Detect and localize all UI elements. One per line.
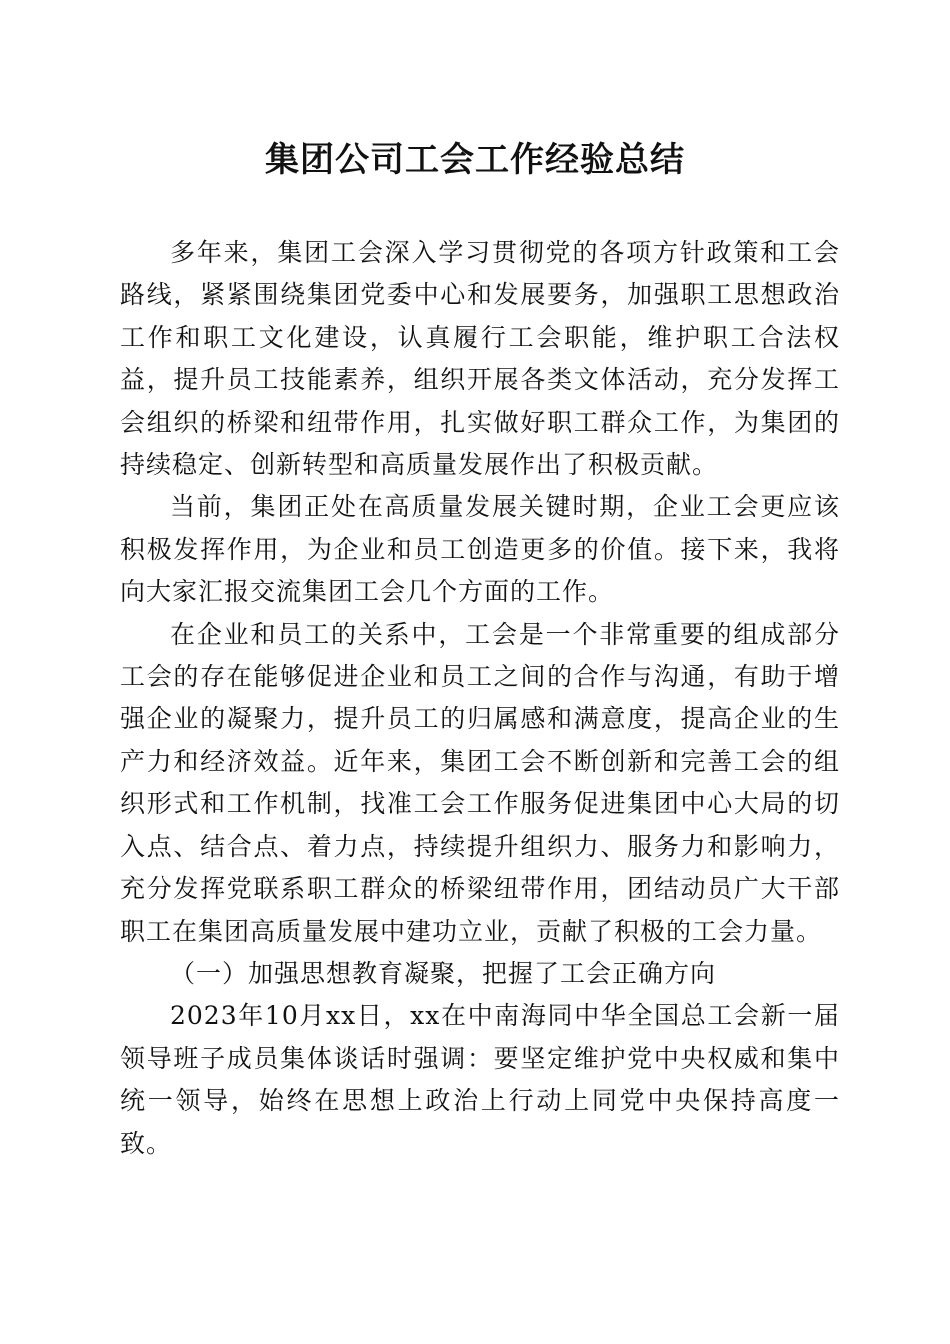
section-paragraph: 2023年10月xx日，xx在中南海同中华全国总工会新一届领导班子成员集体谈话时强调：要坚定维护党中央权威和集中统一领导，始终在思想上政治上行动上同党中央保持高度一致。 [120,1001,840,1158]
document-title: 集团公司工会工作经验总结 [265,140,685,180]
document-body [120,232,840,1165]
paragraph-intro: 多年来，集团工会深入学习贯彻党的各项方针政策和工会路线，紧紧围绕集团党委中心和发展要务，加强职工思想政治工作和职工文化建设，认真履行工会职能，维护职工合法权益，提升员工技能素养，组织开展各类文体活动，充分发挥工会组织的桥梁和纽带作用，扎实做好职工群众工作，为集团的持续稳定、创新转型和高质量发展作出了积极贡献。 [120,238,840,480]
paragraph-current-period: 当前，集团正处在高质量发展关键时期，企业工会更应该积极发挥作用，为企业和员工创造更多的价值。接下来，我将向大家汇报交流集团工会几个方面的工作。 [120,492,840,607]
paragraph-union-role: 在企业和员工的关系中，工会是一个非常重要的组成部分工会的存在能够促进企业和员工之间的合作与沟通，有助于增强企业的凝聚力，提升员工的归属感和满意度，提高企业的生产力和经济效益。近年来，集团工会不断创新和完善工会的组织形式和工作机制，找准工会工作服务促进集团中心大局的切入点、结合点、着力点，持续提升组织力、服务力和影响力，充分发挥党联系职工群众的桥梁纽带作用，团结动员广大干部职工在集团高质量发展中建功立业，贡献了积极的工会力量。 [120,619,840,946]
section-heading: （一）加强思想教育凝聚，把握了工会正确方向 [170,958,717,988]
